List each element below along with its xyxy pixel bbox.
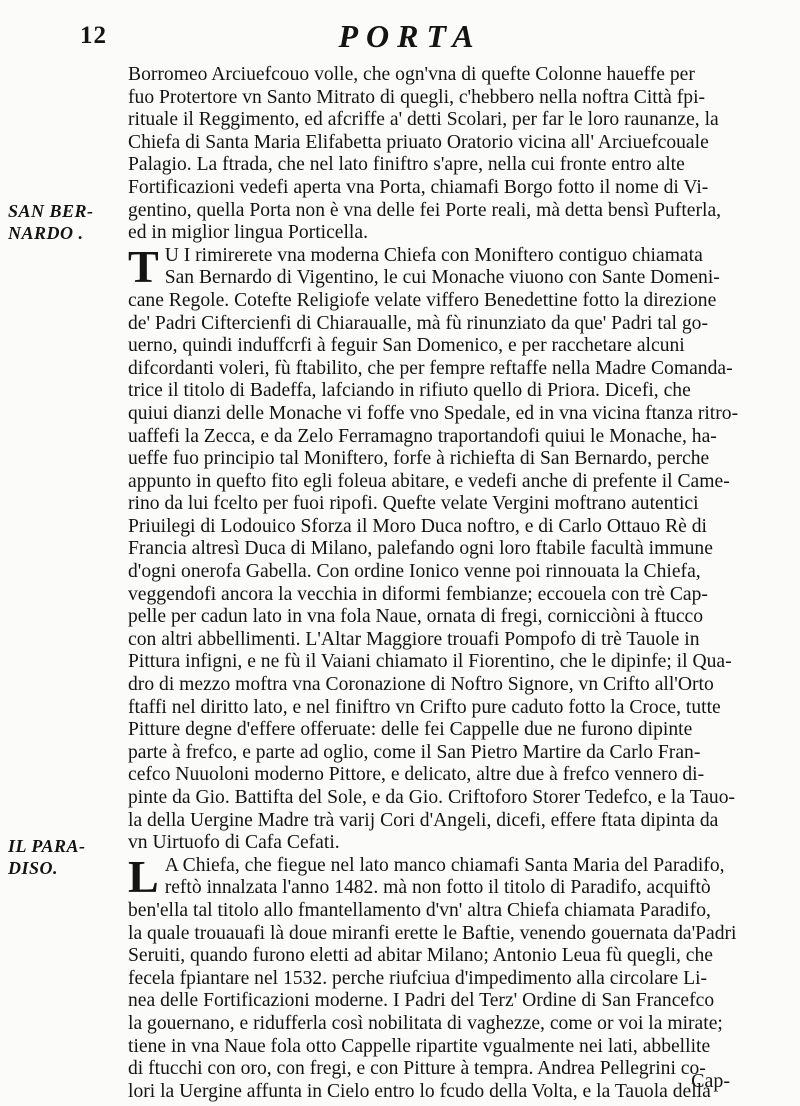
paragraph-borromeo xyxy=(128,64,764,245)
text-line: Seruiti, quando furono eletti ad abitar Milano; Antonio Leua fù quegli, che xyxy=(128,945,713,967)
text-line: cane Regole. Cotefte Religiofe velate viffero Benedettine fotto la direzione xyxy=(128,289,717,311)
text-line: ben'ella tal titolo allo fmantellamento d'vn' altra Chiefa chiamata Paradifo, xyxy=(128,899,711,921)
text-line: di ftucchi con oro, con fregi, e con Pitture à tempra. Andrea Pellegrini co- xyxy=(128,1058,706,1080)
catchword: Cap- xyxy=(691,1070,730,1092)
text-line: rino da lui fcelto per fuoi ripofi. Quefte velate Vergini moftrano autentici xyxy=(128,493,699,515)
text-line: reftò innalzata l'anno 1482. mà non fotto il titolo di Paradifo, acquiftò xyxy=(164,877,711,899)
text-line: lori la Uergine affunta in Cielo entro lo fcudo della Volta, e la Tauola della xyxy=(128,1080,711,1102)
text-line: d'ogni onerofa Gabella. Con ordine Ionico venne poi rinnouata la Chiefa, xyxy=(128,561,701,583)
text-line: uaffefi la Zecca, e da Zelo Ferramagno traportandofi quiui le Monache, ha- xyxy=(128,425,717,447)
text-line: Pittura infigni, e ne fù il Vaiani chiamato il Fiorentino, che le dipinfe; il Qua- xyxy=(128,651,732,673)
text-line: veggendofi ancora la vecchia in diformi fembianze; eccouela con trè Cap- xyxy=(128,583,708,605)
drop-cap: T xyxy=(128,240,159,292)
text-line: pelle per cadun lato in vna fola Naue, ornata di fregi, cornicciòni à ftucco xyxy=(128,606,704,628)
margin-note-san-bernardo xyxy=(8,200,126,244)
running-title: PORTA xyxy=(338,18,482,54)
text-line: Borromeo Arciuefcouo volle, che ogn'vna di quefte Colonne haueffe per xyxy=(128,64,695,85)
text-line: la gouernano, e ridufferla così nobilitata di vaghezze, come or voi la mirate; xyxy=(128,1012,723,1034)
text-line: la della Uergine Madre trà varij Cori d'Angeli, dicefi, effere ftata dipinta da xyxy=(128,809,719,831)
text-line: Pitture degne d'effere offeruate: delle fei Cappelle due ne furono dipinte xyxy=(128,719,693,741)
text-line: cefco Nuuoloni moderno Pittore, e delicato, altre due à frefco vennero di- xyxy=(128,764,705,786)
text-line: ed in miglior lingua Porticella. xyxy=(128,222,368,244)
text-line: dro di mezzo moftra vna Coronazione di Noftro Signore, vn Crifto all'Orto xyxy=(128,674,714,696)
text-line: vn Uirtuofo di Cafa Cefati. xyxy=(128,832,340,854)
margin-note-line: DISO. xyxy=(8,858,59,878)
text-line: la quale trouauafi là doue miranfi erette le Baftie, venendo gouernata da'Padri xyxy=(128,922,737,944)
text-line: trice il titolo di Badeffa, lafciando in rifiuto quello di Priora. Dicefi, che xyxy=(128,380,691,402)
text-line: San Bernardo di Vigentino, le cui Monache viuono con Sante Domeni- xyxy=(164,267,720,289)
margin-note-line: IL PARA- xyxy=(8,836,86,856)
text-line: fecela fpiantare nel 1532. perche riufciua d'impedimento alla circolare Li- xyxy=(128,967,708,989)
text-line: tiene in vna Naue fola otto Cappelle ripartite vgualmente nei lati, abbellite xyxy=(128,1035,711,1057)
text-line: de' Padri Ciftercienfi di Chiaraualle, mà fù rinunziato da que' Padri tal go- xyxy=(128,312,708,334)
text-line: difcordanti voleri, fù ftabilito, che per fempre reftaffe nella Madre Comanda- xyxy=(128,357,733,379)
text-line: A Chiefa, che fiegue nel lato manco chiamafi Santa Maria del Paradifo, xyxy=(164,854,725,876)
drop-cap: L xyxy=(128,850,159,902)
text-line: Fortificazioni vedefi aperta vna Porta, chiamafi Borgo fotto il nome di Vi- xyxy=(128,176,709,198)
paragraph-il-paradiso xyxy=(128,850,764,1104)
text-line: con altri abbellimenti. L'Altar Maggiore trouafi Pompofo di trè Tauole in xyxy=(128,628,700,650)
margin-note-il-paradiso xyxy=(8,835,126,879)
text-line: Palagio. La ftrada, che nel lato finiftro s'apre, nella cui fronte entro alte xyxy=(128,154,685,176)
margin-note-line: SAN BER- xyxy=(8,201,94,221)
text-line: ftaffi nel diritto lato, e nel finiftro vn Crifto pure caduto fotto la Croce, tutte xyxy=(128,696,721,718)
page-number: 12 xyxy=(80,22,107,49)
text-line: Priuilegi di Lodouico Sforza il Moro Duca noftro, e di Carlo Ottauo Rè di xyxy=(128,515,707,537)
body-text xyxy=(128,64,764,1103)
text-line: appunto in quefto fito egli foleua abitare, e vedefi anche di prefente il Came- xyxy=(128,470,730,492)
text-line: parte à frefco, e parte ad oglio, come il San Pietro Martire da Carlo Fran- xyxy=(128,741,701,763)
paragraph-san-bernardo xyxy=(128,240,764,855)
text-line: rituale il Reggimento, ed afcriffe a' detti Scolari, per far le loro raunanze, la xyxy=(128,109,719,131)
text-line: gentino, quella Porta non è vna delle fei Porte reali, mà detta bensì Pufterla, xyxy=(128,199,722,221)
text-line: pinte da Gio. Battifta del Sole, e da Gio. Criftoforo Storer Tedefco, e la Tauo- xyxy=(128,787,736,808)
margin-note-line: NARDO . xyxy=(8,223,84,243)
text-line: Francia altresì Duca di Milano, palefando ogni loro ftabile facultà immune xyxy=(128,538,713,560)
text-line: fuo Protertore vn Santo Mitrato di quegli, c'hebbero nella noftra Città fpi- xyxy=(128,86,706,108)
text-line: U I rimirerete vna moderna Chiefa con Moniftero contiguo chiamata xyxy=(164,244,703,266)
text-line: Chiefa di Santa Maria Elifabetta priuato Oratorio vicina all' Arciuefcouale xyxy=(128,131,709,153)
text-line: quiui dianzi delle Monache vi foffe vno Spedale, ed in vna vicina ftanza ritro- xyxy=(128,402,739,424)
text-line: ueffe fuo principio tal Moniftero, forfe à richiefta di San Bernardo, perche xyxy=(128,448,710,470)
text-line: nea delle Fortificazioni moderne. I Padri del Terz' Ordine di San Francefco xyxy=(128,990,715,1012)
text-line: uerno, quindi induffcrfi à feguir San Domenico, e per racchetare alcuni xyxy=(128,335,685,357)
